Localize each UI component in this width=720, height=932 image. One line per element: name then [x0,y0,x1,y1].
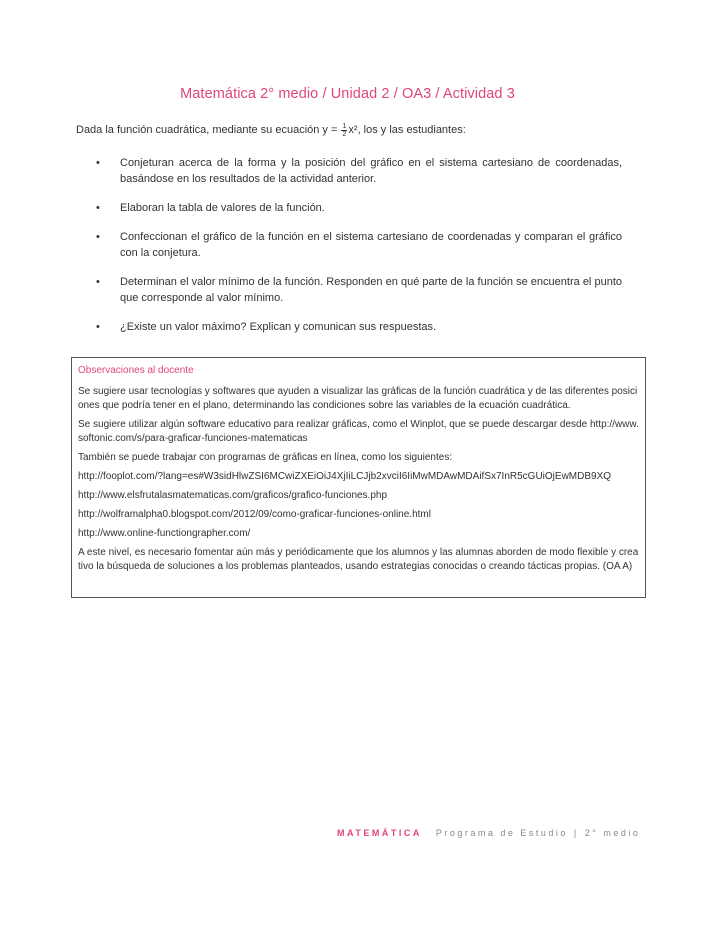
intro-paragraph [76,122,636,138]
bullet-icon: • [96,321,100,333]
intro-text-before: Dada la función cuadrática, mediante su ecuación y = [76,124,338,136]
list-item-text: Determinan el valor mínimo de la función. Responden en qué parte de la función se encuentra el punto que corresponde al valor mínimo. [120,276,622,304]
list-item-text: ¿Existe un valor máximo? Explican y comunican sus respuestas. [120,321,437,333]
list-item-text: Confeccionan el gráfico de la función en el sistema cartesiano de coordenadas y comparan el gráfico con la conjetura. [120,231,622,259]
intro-text-after: , los y las estudiantes: [357,124,466,136]
footer-grade: 2° medio [584,828,641,838]
list-item [96,229,622,261]
page-footer [337,828,641,838]
observation-paragraph: Se sugiere utilizar algún software educativo para realizar gráficas, como el Winplot, que se puede descargar desde http://www.softonic.com/s/para-graficar-funciones-matematicas [78,419,639,444]
list-item-text: Conjeturan acerca de la forma y la posición del gráfico en el sistema cartesiano de coordenadas, basándose en los resultados de la actividad anterior. [120,157,622,185]
list-item [96,200,622,216]
bullet-icon: • [96,202,100,214]
footer-separator: | [573,828,579,838]
observation-paragraph: Se sugiere usar tecnologías y softwares que ayuden a visualizar las gráficas de la función cuadrática y de las diferentes posiciones que podría tener en el plano, determinando las condiciones sobre las variables de la ecuación cuadrática. [78,386,638,411]
intro-variable: x² [348,124,358,136]
bullet-icon: • [96,231,100,243]
observation-paragraph: También se puede trabajar con programas de gráficas en línea, como los siguientes: [78,452,453,463]
list-item-text: Elaboran la tabla de valores de la función. [120,202,325,214]
activity-list [96,155,622,348]
link-wolframalpha[interactable]: http://wolframalpha0.blogspot.com/2012/09/como-graficar-funciones-online.html [78,509,431,520]
observations-title: Observaciones al docente [78,365,194,376]
list-item [96,155,622,187]
fraction-denominator: 2 [342,130,347,138]
link-fooplot[interactable]: http://fooplot.com/?lang=es#W3sidHlwZSI6MCwiZXEiOiJ4XjIiLCJjb2xvciI6IiMwMDAwMDAifSx7InR5cGUiOjEwMDB9XQ [78,471,612,482]
fraction-numerator: 1 [342,122,347,130]
link-functiongrapher[interactable]: http://www.online-functiongrapher.com/ [78,528,251,539]
observation-paragraph: A este nivel, es necesario fomentar aún más y periódicamente que los alumnos y las alumnas aborden de modo flexible y creativo la búsqueda de soluciones a los problemas planteados, usando estrategias conocidas o creando tácticas propias. (OA A) [78,547,639,572]
footer-program: Programa de Estudio [435,828,568,838]
fraction-one-half [341,123,347,138]
footer-brand: MATEMÁTICA [337,828,422,838]
bullet-icon: • [96,276,100,288]
link-graficos[interactable]: http://www.elsfrutalasmatematicas.com/graficos/grafico-funciones.php [78,490,388,501]
list-item [96,274,622,306]
page-title: Matemática 2° medio / Unidad 2 / OA3 / Actividad 3 [180,86,515,102]
list-item [96,319,622,335]
bullet-icon: • [96,157,100,169]
teacher-observations-box [71,357,646,598]
